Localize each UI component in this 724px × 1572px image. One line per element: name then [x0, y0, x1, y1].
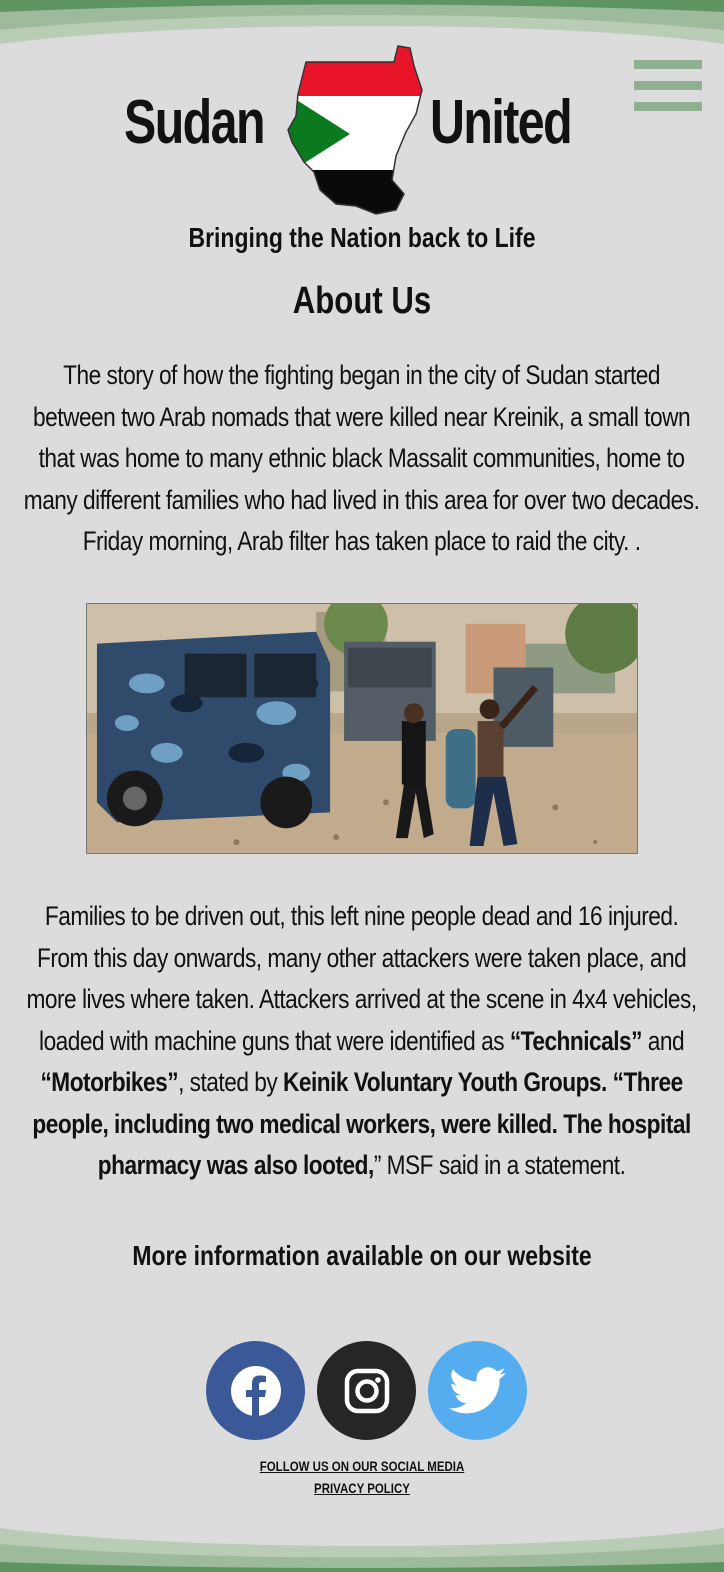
- sudan-map-flag-icon: [284, 44, 432, 216]
- follow-social-link[interactable]: FOLLOW US ON OUR SOCIAL MEDIA: [259, 1458, 465, 1474]
- details-bold-technicals: “Technicals”: [510, 1025, 643, 1056]
- intro-paragraph: [22, 355, 702, 563]
- page-title: About Us: [292, 280, 432, 322]
- twitter-icon: [449, 1367, 507, 1415]
- details-bold-motorbikes: “Motorbikes”: [40, 1067, 179, 1097]
- details-text-3: , stated by: [178, 1067, 284, 1097]
- more-info-text: More information available on our website: [132, 1240, 592, 1271]
- menu-bar: [634, 81, 702, 90]
- site-logo[interactable]: [124, 44, 590, 216]
- social-links: [206, 1341, 528, 1441]
- details-text-1: Families to be driven out, this left nine people dead and 16 injured. From this day onwards, many other attackers were taken place, and more lives where taken. Attackers arrived at the scene in 4x4 vehicles, loaded with machine guns that were identified as: [26, 901, 698, 1056]
- details-paragraph-text: [22, 896, 702, 1187]
- twitter-button[interactable]: [428, 1341, 527, 1440]
- facebook-button[interactable]: [206, 1341, 305, 1440]
- bottom-decorative-band: [0, 1522, 724, 1572]
- hamburger-icon[interactable]: [634, 60, 702, 112]
- privacy-policy-link[interactable]: PRIVACY POLICY: [314, 1480, 410, 1496]
- menu-bar: [634, 60, 702, 69]
- details-text-2: and: [642, 1025, 685, 1056]
- details-text-4: ” MSF said in a statement.: [374, 1150, 626, 1180]
- facebook-icon: [229, 1364, 283, 1418]
- top-decorative-band: [0, 0, 724, 50]
- street-conflict-photo: [86, 603, 638, 854]
- site-tagline: Bringing the Nation back to Life: [188, 222, 536, 253]
- instagram-icon: [344, 1368, 390, 1414]
- details-bold-quote: Keinik Voluntary Youth Groups. “Three people, including two medical workers, were killed. The hospital pharmacy was also looted,: [32, 1067, 692, 1180]
- instagram-button[interactable]: [317, 1341, 416, 1440]
- intro-paragraph-text: The story of how the fighting began in the city of Sudan started between two Arab nomads that were killed near Kreinik, a small town that was home to many ethnic black Massalit communities, home to many different families who had lived in this area for over two decades. Friday morning, Arab filter has taken place to raid the city. .: [24, 360, 700, 556]
- details-paragraph: [22, 896, 702, 1187]
- menu-bar: [634, 102, 702, 111]
- logo-word-sudan: Sudan: [124, 88, 264, 157]
- logo-word-united: United: [430, 88, 572, 157]
